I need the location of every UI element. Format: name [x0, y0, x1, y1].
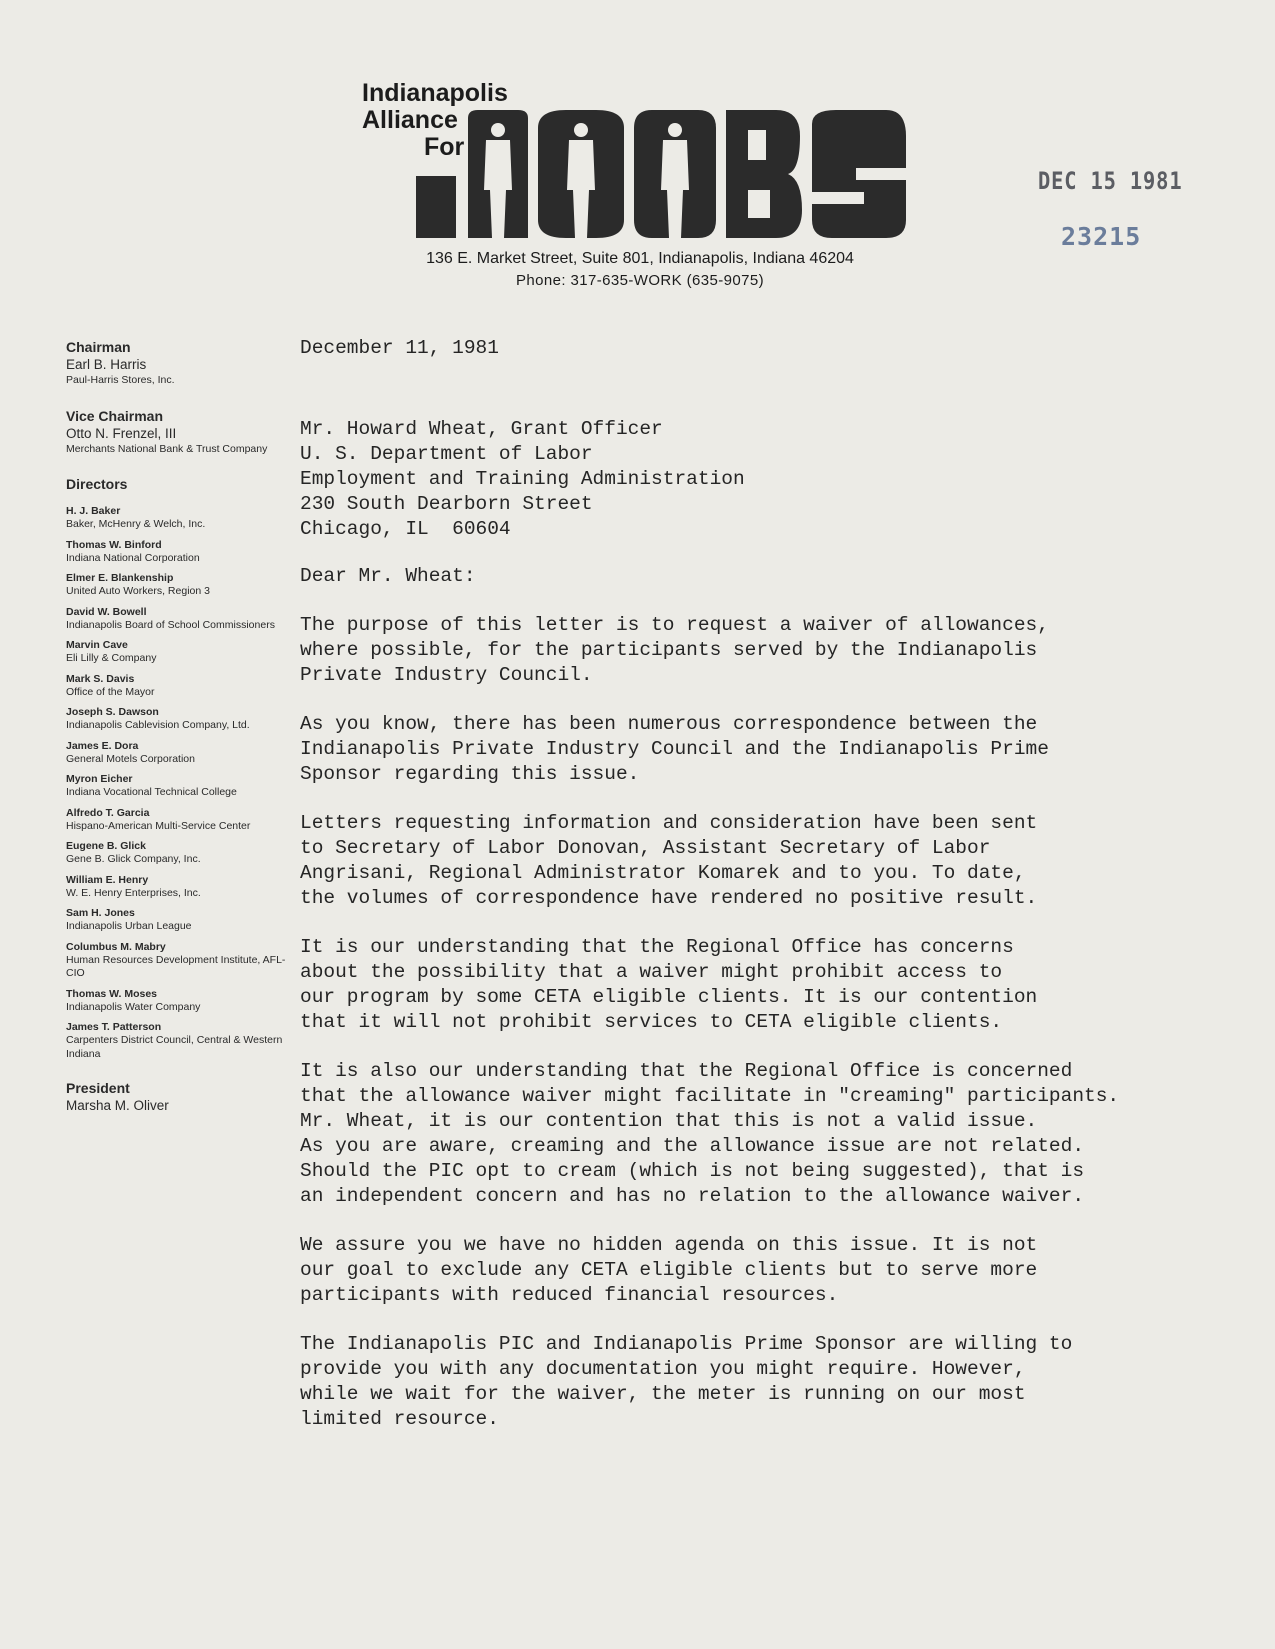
salutation: Dear Mr. Wheat:: [300, 565, 476, 587]
jobs-logo: [416, 110, 906, 238]
director-org: Carpenters District Council, Central & Western Indiana: [66, 1034, 283, 1060]
vice-chairman-name: Otto N. Frenzel, III: [66, 426, 177, 441]
phone-number: Phone: 317-635-WORK (635-9075): [516, 272, 764, 289]
director-org: Indianapolis Urban League: [66, 920, 192, 932]
director-entry: [66, 571, 291, 599]
director-name: David W. Bowell: [66, 605, 147, 618]
director-name: James E. Dora: [66, 739, 139, 752]
president-block: [66, 1079, 291, 1114]
body-paragraph: We assure you we have no hidden agenda on this issue. It is not our goal to exclude any CETA eligible clients but to serve more participants with reduced financial resources.: [300, 1234, 1038, 1306]
director-name: Elmer E. Blankenship: [66, 572, 174, 584]
chairman-title: Chairman: [66, 339, 131, 355]
director-name: Alfredo T. Garcia: [66, 806, 150, 819]
chairman-name: Earl B. Harris: [66, 357, 147, 372]
director-entry: [66, 672, 291, 700]
body-paragraph: The Indianapolis PIC and Indianapolis Prime Sponsor are willing to provide you with any documentation you might require. However, while we wait for the waiver, the meter is running on our most limited resource.: [300, 1333, 1073, 1430]
president-title: President: [66, 1080, 130, 1096]
director-name: Thomas W. Binford: [66, 538, 162, 551]
director-org: Indianapolis Water Company: [66, 1000, 201, 1013]
org-name-line2: Alliance: [362, 106, 458, 134]
director-name: Joseph S. Dawson: [66, 706, 159, 718]
directors-list: [66, 504, 291, 1061]
director-org: Hispano-American Multi-Service Center: [66, 819, 251, 832]
org-name-line1: Indianapolis: [362, 79, 508, 107]
director-name: William E. Henry: [66, 873, 149, 886]
director-entry: [66, 605, 291, 633]
letter-body: [300, 336, 1180, 1456]
director-entry: [66, 1020, 291, 1061]
director-entry: [66, 772, 291, 800]
recipient-line: Employment and Training Administration: [300, 468, 745, 490]
director-name: Eugene B. Glick: [66, 840, 146, 852]
director-entry: [66, 940, 291, 981]
director-entry: [66, 705, 291, 733]
chairman-block: [66, 338, 291, 387]
director-name: Marvin Cave: [66, 639, 128, 651]
director-org: Human Resources Development Institute, AFL-CIO: [66, 953, 286, 979]
recipient-line: Chicago, IL 60604: [300, 518, 511, 540]
director-name: H. J. Baker: [66, 505, 121, 517]
body-paragraph: As you know, there has been numerous correspondence between the Indianapolis Private Industry Council and the Indianapolis Prime Sponsor regarding this issue.: [300, 713, 1049, 785]
received-date-stamp: DEC 15 1981: [1038, 167, 1183, 195]
body-paragraph: The purpose of this letter is to request a waiver of allowances, where possible, for the participants served by the Indianapolis Private Industry Council.: [300, 614, 1049, 686]
received-number-stamp: 23215: [1061, 222, 1142, 251]
recipient-line: 230 South Dearborn Street: [300, 493, 593, 515]
vice-chairman-title: Vice Chairman: [66, 408, 164, 424]
director-entry: [66, 906, 291, 934]
body-paragraph: Letters requesting information and consideration have been sent to Secretary of Labor Donovan, Assistant Secretary of Labor Angrisani, Regional Administrator Komarek and to you. To date, the volumes of correspondence have rendered no positive result.: [300, 812, 1038, 909]
director-entry: [66, 504, 291, 532]
director-org: Indianapolis Cablevision Company, Ltd.: [66, 719, 250, 731]
director-entry: [66, 638, 291, 666]
street-address: 136 E. Market Street, Suite 801, Indianapolis, Indiana 46204: [426, 250, 854, 267]
chairman-org: Paul-Harris Stores, Inc.: [66, 374, 175, 386]
director-entry: [66, 839, 291, 867]
director-org: Indianapolis Board of School Commissioners: [66, 618, 275, 631]
director-name: Mark S. Davis: [66, 672, 135, 685]
director-entry: [66, 806, 291, 834]
org-name-line3: For: [424, 133, 465, 161]
director-org: United Auto Workers, Region 3: [66, 585, 210, 597]
director-org: Eli Lilly & Company: [66, 652, 157, 664]
director-name: Myron Eicher: [66, 773, 133, 785]
board-sidebar: [66, 338, 291, 1134]
director-name: Thomas W. Moses: [66, 987, 158, 1000]
body-paragraph: It is our understanding that the Regional Office has concerns about the possibility that a waiver might prohibit access to our program by some CETA eligible clients. It is our contention that it will not prohibit services to CETA eligible clients.: [300, 936, 1038, 1033]
director-name: Columbus M. Mabry: [66, 940, 166, 953]
director-org: W. E. Henry Enterprises, Inc.: [66, 886, 201, 899]
director-org: Office of the Mayor: [66, 685, 155, 698]
director-name: James T. Patterson: [66, 1021, 162, 1033]
president-name: Marsha M. Oliver: [66, 1098, 169, 1113]
director-entry: [66, 873, 291, 901]
director-org: General Motels Corporation: [66, 752, 195, 765]
director-entry: [66, 987, 291, 1015]
director-org: Indiana Vocational Technical College: [66, 786, 237, 798]
director-org: Baker, McHenry & Welch, Inc.: [66, 518, 206, 530]
director-org: Gene B. Glick Company, Inc.: [66, 853, 201, 865]
recipient-line: U. S. Department of Labor: [300, 443, 593, 465]
vice-chairman-org: Merchants National Bank & Trust Company: [66, 443, 268, 455]
letterhead-address: [380, 248, 900, 292]
director-name: Sam H. Jones: [66, 907, 135, 919]
director-entry: [66, 739, 291, 767]
letter-date: December 11, 1981: [300, 337, 499, 359]
directors-heading: Directors: [66, 476, 128, 492]
director-org: Indiana National Corporation: [66, 551, 200, 564]
body-paragraph: It is also our understanding that the Regional Office is concerned that the allowance waiver might facilitate in "creaming" participants. Mr. Wheat, it is our contention that this is not a valid issue. As you are aware, creaming and the allowance issue are not related. Should the PIC opt to cream (which is not being suggested), that is an independent concern and has no relation to the allowance waiver.: [300, 1060, 1120, 1207]
recipient-address: [300, 417, 1180, 542]
vice-chairman-block: [66, 407, 291, 456]
recipient-line: Mr. Howard Wheat, Grant Officer: [300, 418, 663, 440]
director-entry: [66, 538, 291, 566]
